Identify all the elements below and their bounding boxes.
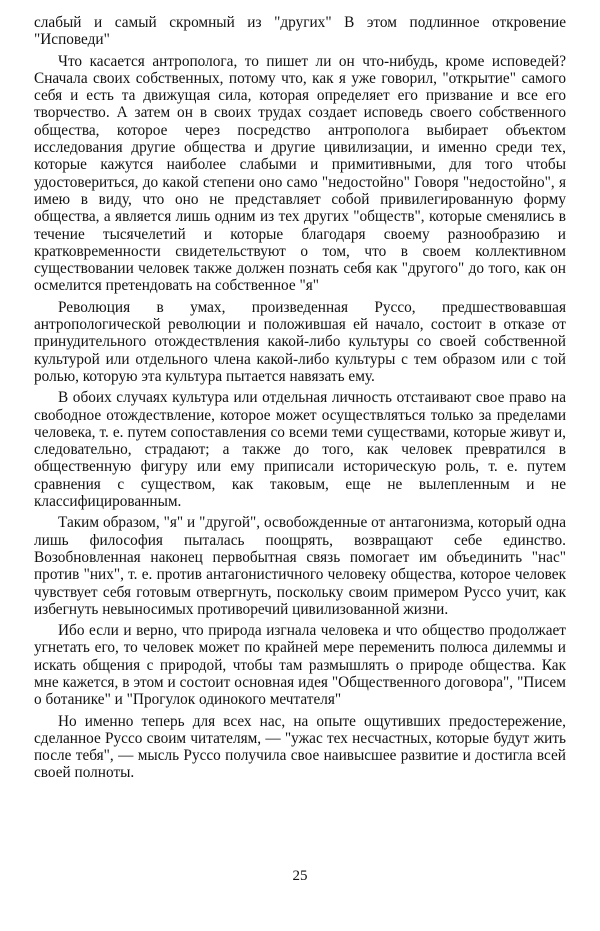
paragraph-6: Ибо если и верно, что природа изгнала человека и что общество продолжает угнетать его, то человек может по крайней мере переменить полюса дилеммы и искать общения с природой, чтобы там размышлять о природе общества. Как мне кажется, в этом и состоит основная идея "Общественного договора", "Писем о ботанике" и "Прогулок одинокого мечтателя": [34, 622, 566, 709]
paragraph-5: Таким образом, "я" и "другой", освобожденные от антагонизма, который одна лишь философия пыталась поощрять, возвращают себе единство. Возобновленная наконец первобытная связь помогает им объединить "нас" против "них", т. е. против антагонистичного человеку общества, которое человек чувствует себя готовым отвергнуть, поскольку своим примером Руссо учит, как избегнуть невыносимых противоречий цивилизованной жизни.: [34, 514, 566, 618]
paragraph-1: слабый и самый скромный из "других" В этом подлинное откровение "Исповеди": [34, 14, 566, 49]
paragraph-4: В обоих случаях культура или отдельная личность отстаивают свое право на свободное отождествление, которое может осуществляться только за пределами человека, т. е. путем сопоставления со всеми теми существами, которые живут и, следовательно, страдают; а также до того, как человек превратился в общественную фигуру или ему приписали историческую роль, т. е. путем сравнения с существом, как таковым, еще не вылепленным и не классифицированным.: [34, 389, 566, 511]
paragraph-7: Но именно теперь для всех нас, на опыте ощутивших предостережение, сделанное Руссо своим читателям, — "ужас тех несчастных, которые будут жить после тебя", — мысль Руссо получила свое наивысшее развитие и достигла всей своей полноты.: [34, 712, 566, 782]
page-body: [34, 14, 566, 786]
paragraph-3: Революция в умах, произведенная Руссо, предшествовавшая антропологической революции и положившая ей начало, состоит в отказе от принудительного отождествления какой-либо культуры со своей собственной культурой или отдельного члена какой-либо культуры с тем образом или с той ролью, которую эта культура пытается навязать ему.: [34, 298, 566, 385]
page-number: 25: [292, 868, 308, 884]
paragraph-2: Что касается антрополога, то пишет ли он что-нибудь, кроме исповедей? Сначала своих собственных, потому что, как я уже говорил, "открытие" самого себя и есть та движущая сила, которая определяет его призвание и все его творчество. А затем он в своих трудах создает исповедь своего собственного общества, которое через посредство антрополога выбирает объектом исследования другие общества и другие цивилизации, и именно среди тех, которые кажутся наиболее слабыми и примитивными, для того чтобы удостовериться, до какой степени оно само "недостойно" Говоря "недостойно", я имею в виду, что оно не представляет собой привилегированную форму общества, а является лишь одним из тех других "обществ", которые сменялись в течение тысячелетий и которые благодаря своему разнообразию и кратковременности свидетельствуют о том, что в своем коллективном существовании человек также должен познать себя как "другого" до того, как он осмелится претендовать на собственное "я": [34, 52, 566, 295]
